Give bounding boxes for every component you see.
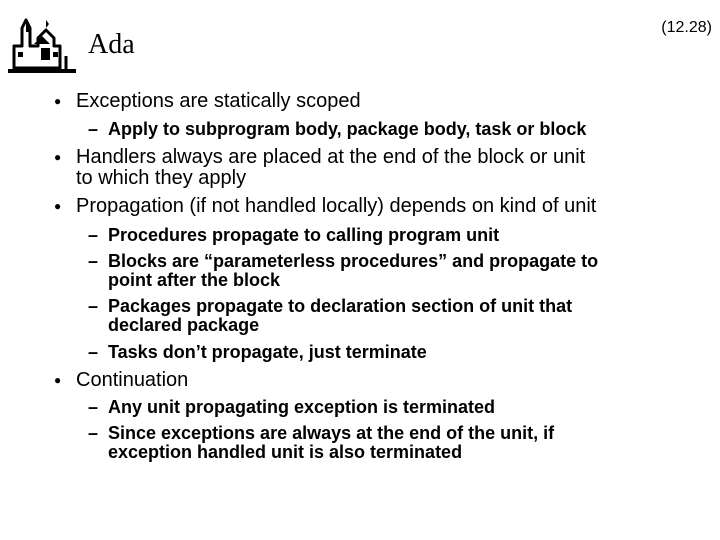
bullet-item	[54, 370, 704, 391]
sub-item-text: Packages propagate to declaration section of unit that declared package	[108, 296, 573, 335]
page-title: Ada	[88, 29, 135, 60]
sub-item	[88, 343, 688, 362]
slide-number: (12.28)	[661, 19, 712, 36]
bullet-item	[54, 147, 704, 189]
sub-item-text: Procedures propagate to calling program unit	[108, 225, 500, 245]
sub-item-text: Blocks are “parameterless procedures” and propagate to point after the block	[108, 251, 599, 290]
sub-item	[88, 120, 688, 139]
dash-icon: –	[88, 225, 99, 245]
bullet-text: Propagation (if not handled locally) depends on kind of unit	[76, 195, 597, 217]
sub-item	[88, 297, 688, 335]
dash-icon: –	[88, 251, 99, 271]
dash-icon: –	[88, 119, 99, 139]
dash-icon: –	[88, 342, 99, 362]
bullet-item	[54, 91, 704, 112]
sub-item-text: Apply to subprogram body, package body, task or block	[108, 119, 587, 139]
sub-item	[88, 226, 688, 245]
sub-item	[88, 252, 688, 290]
sub-item-text: Tasks don’t propagate, just terminate	[108, 342, 427, 362]
sub-item	[88, 424, 688, 462]
bullet-icon: ●	[54, 94, 62, 108]
sub-item-text: Any unit propagating exception is terminated	[108, 397, 496, 417]
bullet-text: Handlers always are placed at the end of the block or unit to which they apply	[76, 146, 586, 189]
bullet-text: Exceptions are statically scoped	[76, 90, 361, 112]
bullet-icon: ●	[54, 199, 62, 213]
bullet-text: Continuation	[76, 369, 189, 391]
sub-item	[88, 398, 688, 417]
bullet-icon: ●	[54, 150, 62, 164]
dash-icon: –	[88, 397, 99, 417]
dash-icon: –	[88, 296, 99, 316]
bullet-icon: ●	[54, 373, 62, 387]
sub-item-text: Since exceptions are always at the end of the unit, if exception handled unit is also terminated	[108, 423, 555, 462]
bullet-item	[54, 196, 704, 217]
dash-icon: –	[88, 423, 99, 443]
